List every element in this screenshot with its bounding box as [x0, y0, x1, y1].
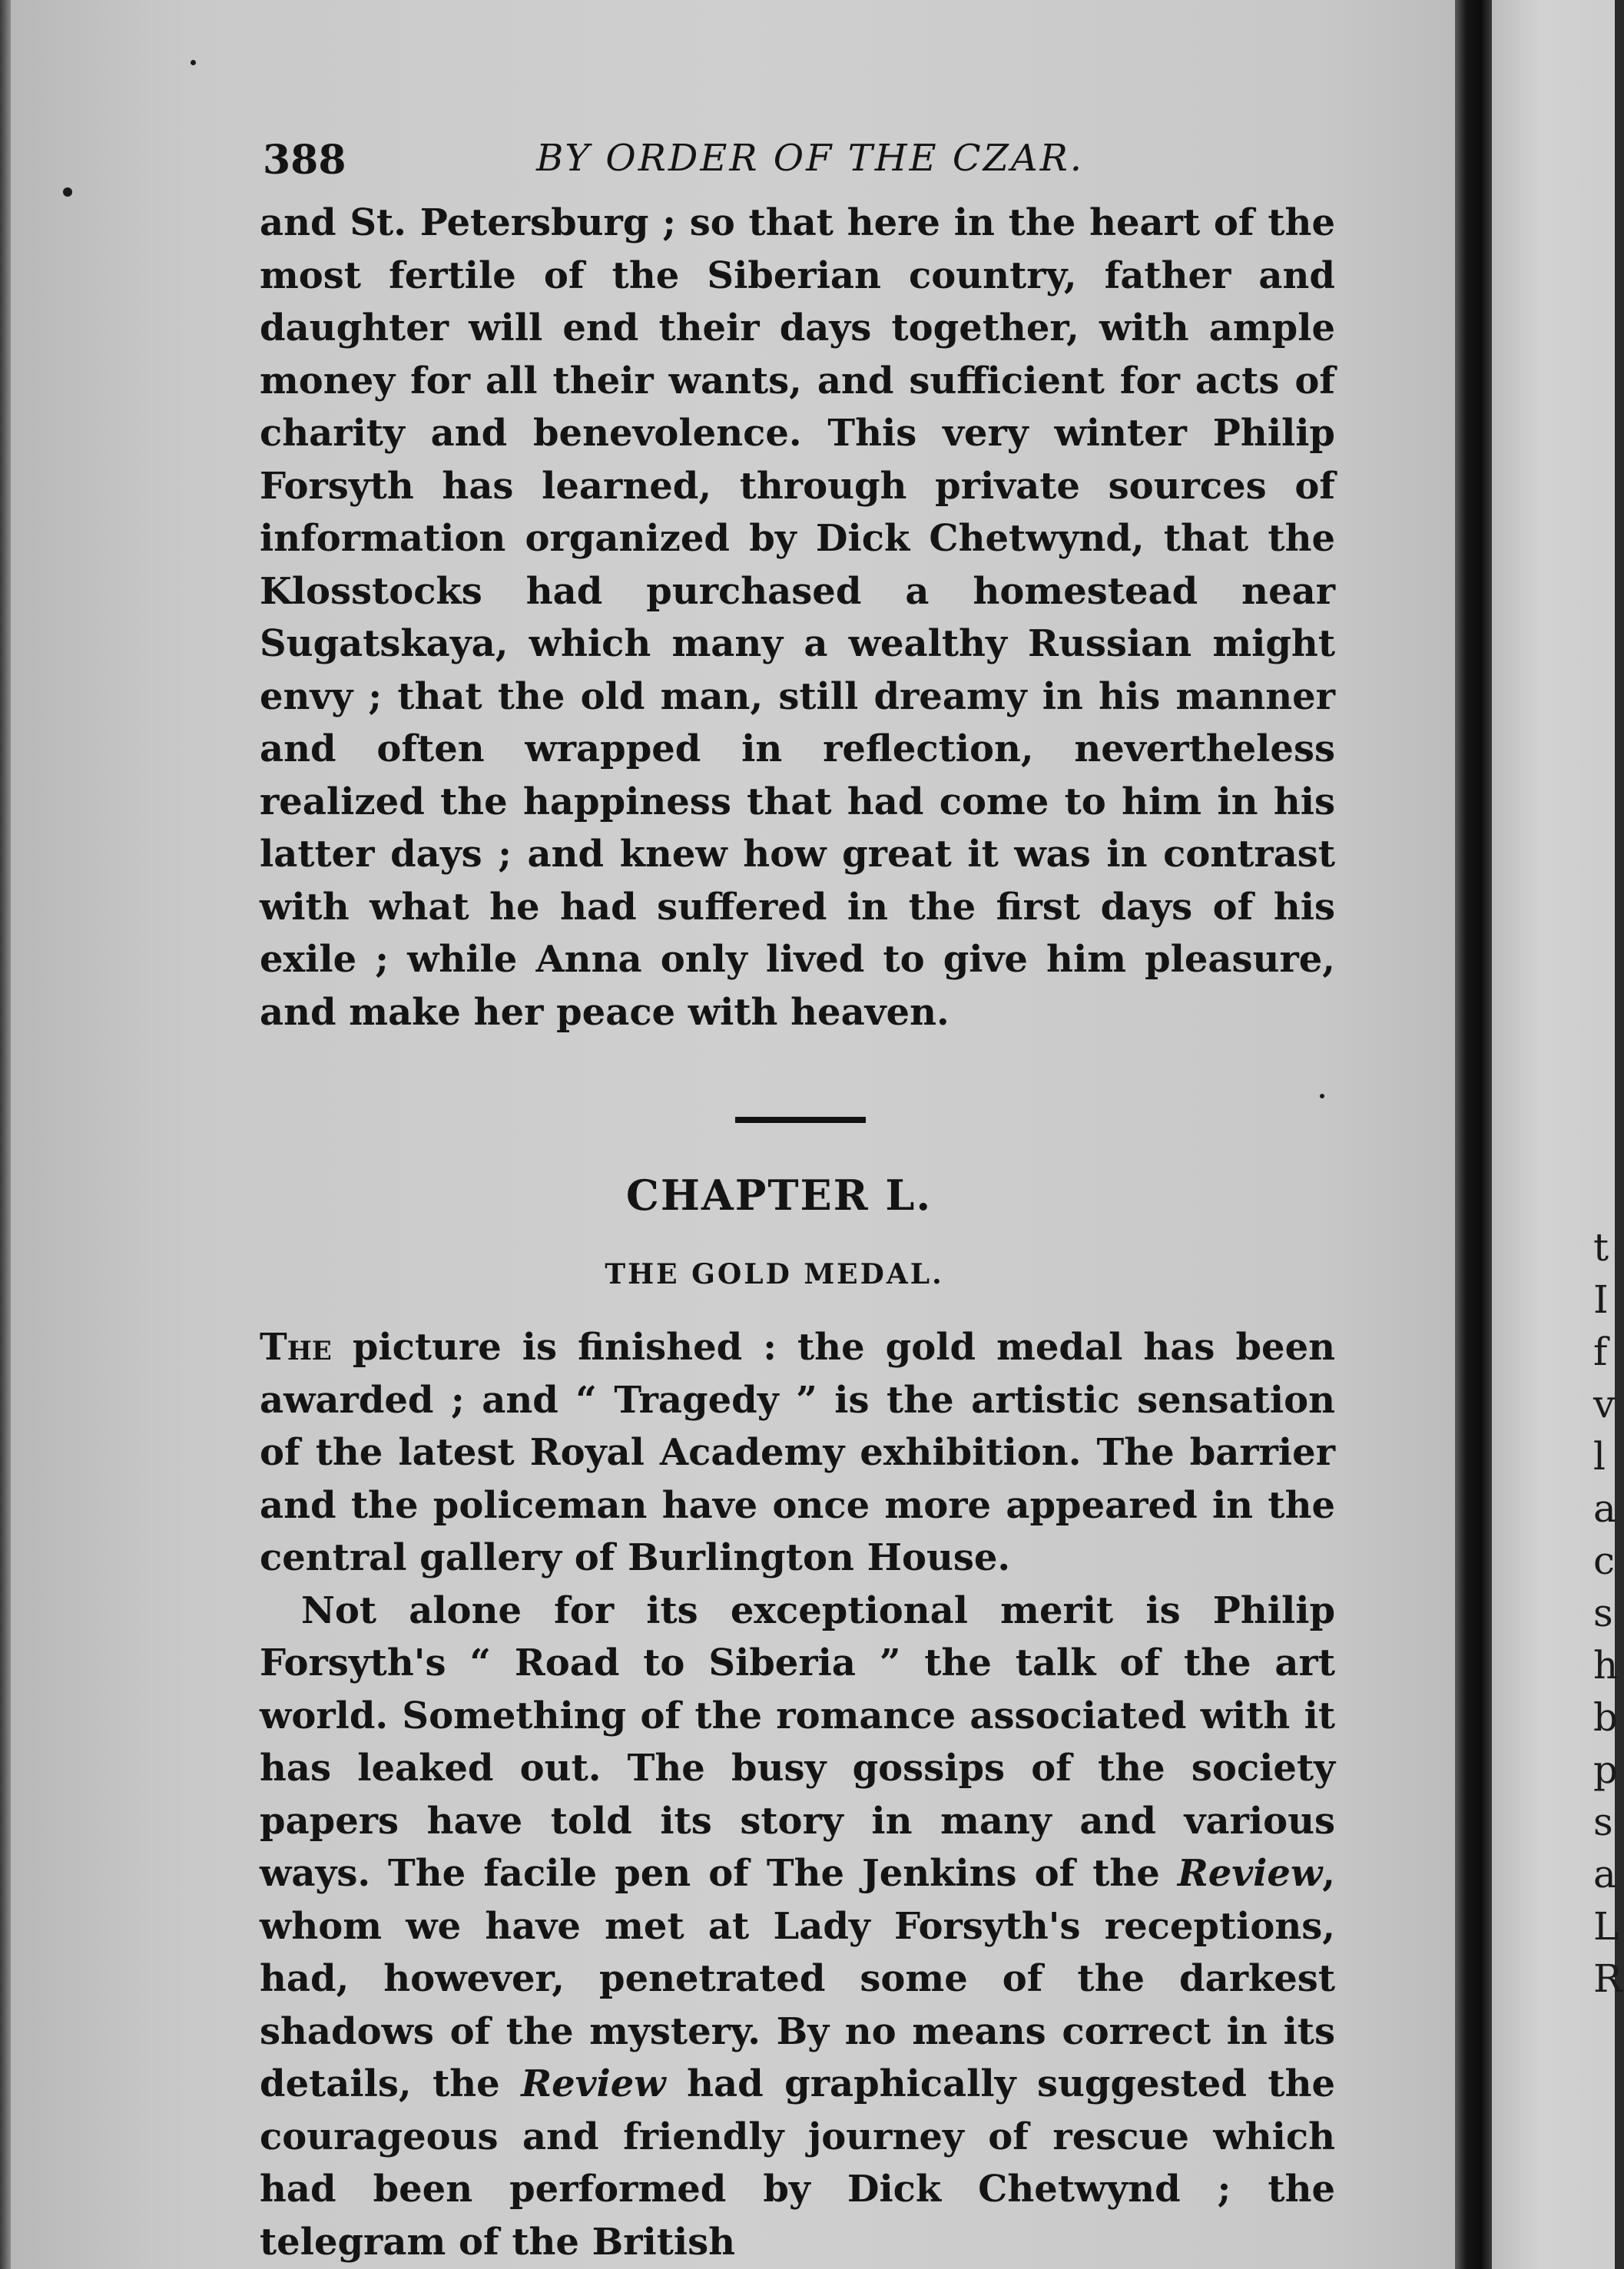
italic-title: Review: [521, 2062, 666, 2105]
scan-speck: [191, 60, 196, 65]
lead-word: The: [260, 1326, 332, 1369]
italic-title: Review: [1177, 1852, 1323, 1895]
chapter-opening-paragraph: [260, 1321, 1335, 1585]
paragraph-text: had graphically suggested the courageous and friendly journey of rescue which had been performed by Dick Chetwynd ; the telegram of the British: [260, 2062, 1335, 2264]
left-page-edge: [0, 0, 11, 2269]
facing-page-text-fragment: t I f v l a c s h b p s a L R: [1593, 1225, 1622, 2001]
page-number: 388: [263, 137, 346, 184]
scan-speck: [63, 187, 72, 197]
running-title: BY ORDER OF THE CZAR.: [536, 137, 1085, 180]
chapter-subtitle: THE GOLD MEDAL.: [605, 1258, 944, 1290]
paragraph-text: , whom we have met at Lady Forsyth's receptions, had, however, penetrated some of the darkest shadows of the mystery. By no means correct in its details, the: [260, 1852, 1335, 2105]
running-head: [260, 137, 1335, 190]
chapter-divider-rule: [735, 1117, 866, 1123]
paragraph-text: picture is finished : the gold medal has been awarded ; and “ Tragedy ” is the artistic sensation of the latest Royal Academy exhibition. The barrier and the policeman have once more appeared in the central gallery of Burlington House.: [260, 1326, 1335, 1579]
body-paragraph: [260, 1585, 1335, 2269]
book-gutter: [1455, 0, 1492, 2269]
paragraph-text: Not alone for its exceptional merit is Philip Forsyth's “ Road to Siberia ” the talk of the art world. Something of the romance associated with it has leaked out. The busy gossips of the society papers have told its story in many and various ways. The facile pen of The Jenkins of the: [260, 1588, 1335, 1895]
paragraph-continuation: and St. Petersburg ; so that here in the heart of the most fertile of the Siberian country, father and daughter will end their days together, with ample money for all their wants, and sufficient for acts of charity and benevolence. This very winter Philip Forsyth has learned, through private sources of information organized by Dick Chetwynd, that the Klosstocks had purchased a homestead near Sugatskaya, which many a wealthy Russian might envy ; that the old man, still dreamy in his manner and often wrapped in reflection, nevertheless realized the happiness that had come to him in his latter days ; and knew how great it was in contrast with what he had suffered in the first days of his exile ; while Anna only lived to give him pleasure, and make her peace with heaven.: [260, 201, 1335, 1034]
text-block: [260, 137, 1335, 2268]
facing-page-sliver: [1492, 0, 1622, 2269]
chapter-heading: CHAPTER L.: [625, 1171, 933, 1220]
